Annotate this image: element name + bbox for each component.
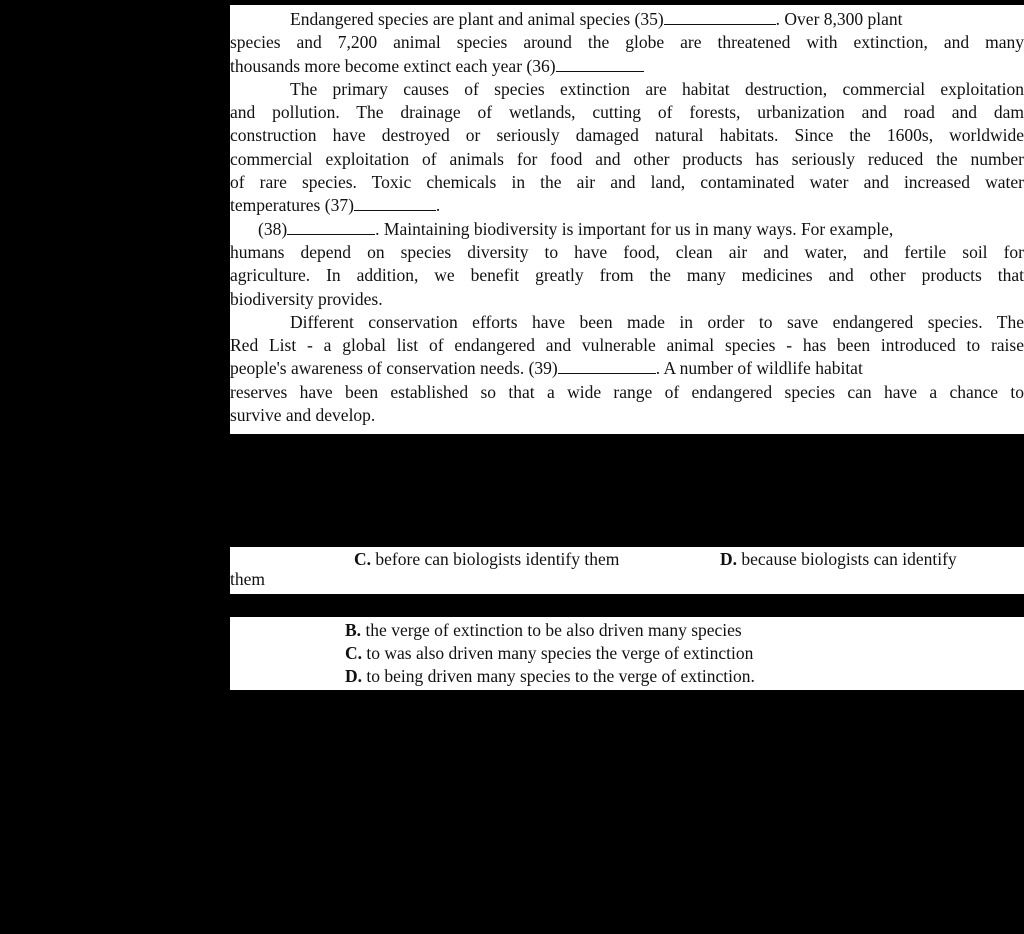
- passage-panel: [230, 5, 1024, 434]
- option-d[interactable]: [720, 548, 957, 571]
- passage-line: [230, 357, 1024, 380]
- option-b[interactable]: [345, 619, 742, 643]
- option-c[interactable]: [345, 642, 753, 666]
- passage-line: [230, 8, 1024, 31]
- option-letter: B.: [345, 620, 362, 640]
- options-panel-upper: [230, 547, 1024, 594]
- passage-text: .: [435, 195, 441, 216]
- passage-line: [230, 55, 1024, 78]
- passage-line: survive and develop.: [230, 405, 376, 426]
- option-text: before can biologists identify them: [375, 549, 620, 569]
- passage-text: . A number of wildlife habitat: [655, 358, 863, 379]
- option-d[interactable]: [345, 665, 755, 689]
- options-panel-lower: [230, 617, 1024, 690]
- option-text: the verge of extinction to be also driven many species: [365, 620, 742, 640]
- passage-text: . Maintaining biodiversity is important for us in many ways. For example,: [375, 218, 894, 239]
- passage-line: construction have destroyed or seriously damaged natural habitats. Since the 1600s, worldwide: [230, 125, 1024, 146]
- option-letter: C.: [345, 643, 363, 663]
- passage-line: Red List - a global list of endangered and vulnerable animal species - has been introduced to raise: [230, 335, 1024, 356]
- option-text: to was also driven many species the verge of extinction: [366, 643, 754, 663]
- passage-line: and pollution. The drainage of wetlands, cutting of forests, urbanization and road and dam: [230, 102, 1024, 123]
- option-text: to being driven many species to the verge of extinction.: [366, 666, 755, 686]
- passage-line: The primary causes of species extinction are habitat destruction, commercial exploitation: [290, 78, 1024, 99]
- option-letter: C.: [354, 549, 372, 569]
- passage-line: humans depend on species diversity to have food, clean air and water, and fertile soil for: [230, 241, 1024, 262]
- passage-text: people's awareness of conservation needs. (39): [230, 358, 558, 379]
- passage-line: biodiversity provides.: [230, 288, 383, 309]
- option-c[interactable]: [354, 548, 619, 571]
- option-text: because biologists can identify: [741, 549, 957, 569]
- blank-39: [558, 372, 656, 374]
- passage-text: (38): [258, 218, 288, 239]
- passage-line: Different conservation efforts have been made in order to save endangered species. The: [290, 311, 1024, 332]
- option-letter: D.: [720, 549, 738, 569]
- passage-line: species and 7,200 animal species around the globe are threatened with extinction, and many: [230, 32, 1024, 53]
- passage-text: Endangered species are plant and animal species (35): [290, 9, 664, 29]
- blank-38: [287, 233, 375, 235]
- passage-text: temperatures (37): [230, 195, 354, 216]
- passage-line: of rare species. Toxic chemicals in the air and land, contaminated water and increased water: [230, 172, 1024, 193]
- option-d-wrap: them: [230, 569, 265, 589]
- passage-line: [230, 218, 1024, 241]
- blank-37: [354, 209, 436, 211]
- option-letter: D.: [345, 666, 363, 686]
- blank-35: [664, 23, 776, 25]
- passage-line: agriculture. In addition, we benefit greatly from the many medicines and other products that: [230, 265, 1024, 286]
- passage-text: thousands more become extinct each year (36): [230, 55, 556, 76]
- passage-line: reserves have been established so that a wide range of endangered species can have a chance to: [230, 381, 1024, 402]
- passage-line: commercial exploitation of animals for food and other products has seriously reduced the number: [230, 148, 1024, 169]
- blank-36: [556, 70, 644, 72]
- passage-line: [230, 194, 1024, 217]
- passage-text: . Over 8,300 plant: [775, 9, 903, 29]
